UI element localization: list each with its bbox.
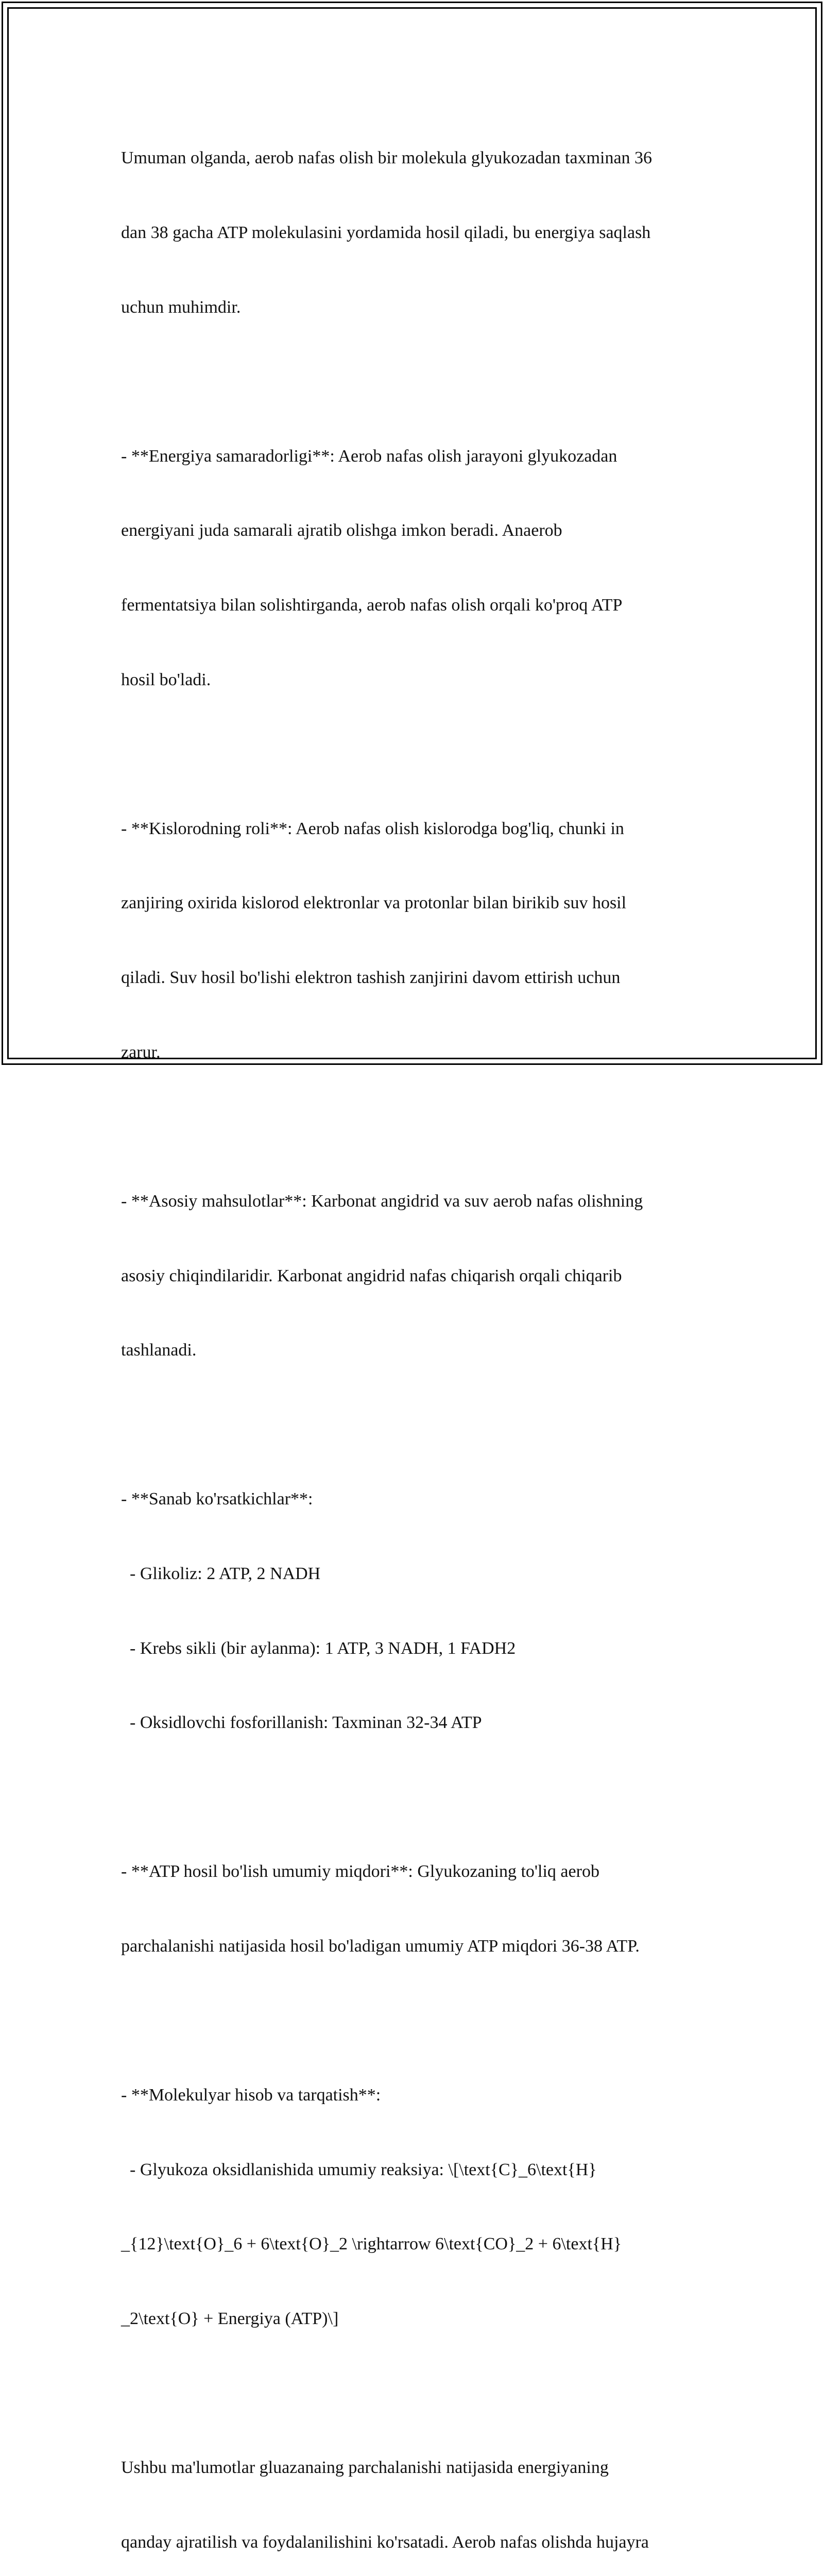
text-line: tashlanadi. <box>121 1341 197 1360</box>
text-line: - **ATP hosil bo'lish umumiy miqdori**: Glyukozaning to'liq aerob <box>121 1862 599 1882</box>
text-line: zanjiring oxirida kislorod elektronlar va protonlar bilan birikib suv hosil <box>121 893 627 913</box>
paragraph-energy-efficiency <box>121 394 718 742</box>
text-line: Umuman olganda, aerob nafas olish bir molekula glyukozadan taxminan 36 <box>121 148 653 168</box>
text-line: - **Kislorodning roli**: Aerob nafas olish kislorodga bog'liq, chunki in <box>121 819 624 838</box>
paragraph-atp-total <box>121 1810 718 2009</box>
text-line: Ushbu ma'lumotlar gluazanaing parchalanishi natijasida energiyaning <box>121 2458 609 2478</box>
paragraph-oxygen-role <box>121 767 718 1114</box>
paragraph-main-products <box>121 1139 718 1412</box>
text-line: qanday ajratilish va foydalanilishini ko'rsatadi. Aerob nafas olishda hujayra <box>121 2532 649 2552</box>
list-item: - Glyukoza oksidlanishida umumiy reaksiya: \[\text{C}_6\text{H} <box>121 2160 597 2179</box>
text-line: dan 38 gacha ATP molekulasini yordamida hosil qiladi, bu energiya saqlash <box>121 223 651 243</box>
text-line: uchun muhimdir. <box>121 297 241 317</box>
text-line: _{12}\text{O}_6 + 6\text{O}_2 \rightarrow 6\text{CO}_2 + 6\text{H} <box>121 2234 622 2254</box>
paragraph-conclusion <box>121 2406 718 2576</box>
text-line: _2\text{O} + Energiya (ATP)\] <box>121 2309 339 2328</box>
text-line: fermentatsiya bilan solishtirganda, aerob nafas olish orqali ko'proq ATP <box>121 596 623 615</box>
text-line: - **Energiya samaradorligi**: Aerob nafas olish jarayoni glyukozadan <box>121 446 617 466</box>
paragraph-intro <box>121 96 718 369</box>
text-line: energiyani juda samarali ajratib olishga imkon beradi. Anaerob <box>121 521 562 540</box>
text-line: qiladi. Suv hosil bo'lishi elektron tashish zanjirini davom ettirish uchun <box>121 968 621 988</box>
text-line: parchalanishi natijasida hosil bo'ladigan umumiy ATP miqdori 36-38 ATP. <box>121 1936 640 1956</box>
text-line: zarur. <box>121 1042 161 1062</box>
text-line: asosiy chiqindilaridir. Karbonat angidrid nafas chiqarish orqali chiqarib <box>121 1266 622 1285</box>
list-item: - Krebs sikli (bir aylanma): 1 ATP, 3 NADH, 1 FADH2 <box>121 1638 516 1658</box>
text-line: hosil bo'ladi. <box>121 670 211 689</box>
document-body <box>121 96 718 2576</box>
text-line: - **Sanab ko'rsatkichlar**: <box>121 1489 313 1509</box>
list-item: - Glikoliz: 2 ATP, 2 NADH <box>121 1564 321 1583</box>
list-item: - Oksidlovchi fosforillanish: Taxminan 32-34 ATP <box>121 1713 482 1733</box>
text-line: - **Molekulyar hisob va tarqatish**: <box>121 2086 381 2105</box>
text-line: - **Asosiy mahsulotlar**: Karbonat angidrid va suv aerob nafas olishning <box>121 1191 643 1211</box>
paragraph-molecular-reaction <box>121 2033 718 2381</box>
paragraph-indicators-list <box>121 1437 718 1785</box>
